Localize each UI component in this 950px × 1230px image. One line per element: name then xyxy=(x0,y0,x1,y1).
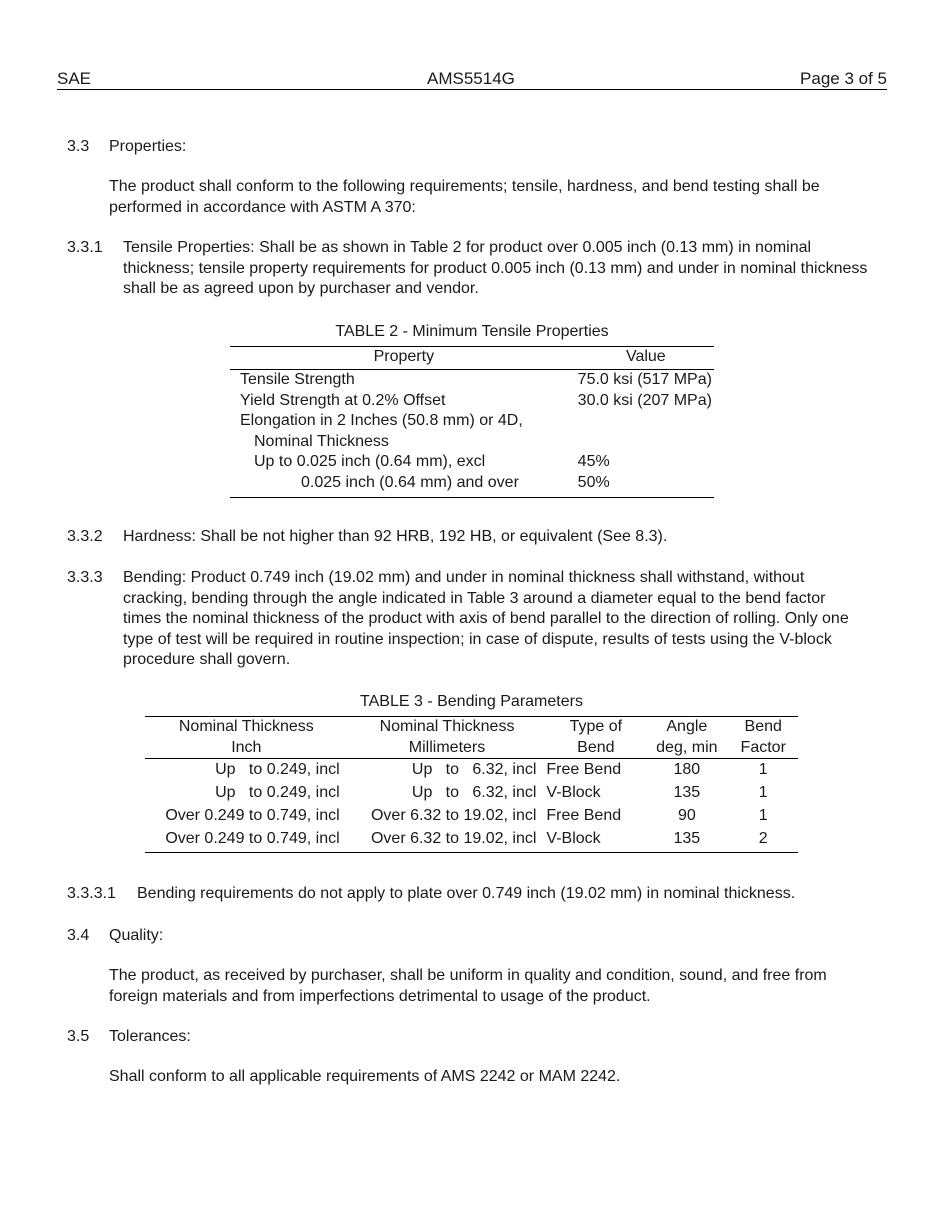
column-header-thickness-inch xyxy=(145,717,348,759)
header-line: Bend xyxy=(744,718,782,735)
section-number-3-5: 3.5 xyxy=(67,1028,90,1045)
header-line: Nominal Thickness xyxy=(178,718,314,735)
table-header-row xyxy=(230,347,714,370)
column-header-property: Property xyxy=(373,348,435,365)
header-page-number: Page 3 of 5 xyxy=(800,69,887,88)
section-number-3-3-3-1: 3.3.3.1 xyxy=(67,885,116,902)
section-number-3-3-1: 3.3.1 xyxy=(67,239,103,256)
column-header-thickness-mm xyxy=(348,717,547,759)
header-line: Factor xyxy=(740,738,786,756)
thickness-mm-cell: Up to 6.32, incl xyxy=(411,784,537,801)
header-line: deg, min xyxy=(656,738,718,756)
value-cell xyxy=(578,411,714,432)
table-row xyxy=(145,759,798,784)
section-3-3-3-body: Bending: Product 0.749 inch (19.02 mm) and under in nominal thickness shall withstand, without cracking, bending through the angle indicated in Table 3 around a diameter equal to the bend factor times the nominal thickness of the product with axis of bend parallel to the direction of rolling. Only one type of test will be required in routine inspection; in case of dispute, results of tests using the V-block procedure shall govern. xyxy=(123,569,849,668)
section-number-3-4: 3.4 xyxy=(67,927,90,944)
value-cell: 75.0 ksi (517 MPa) xyxy=(577,371,712,388)
column-header-angle xyxy=(645,717,728,759)
section-3-3-body: The product shall conform to the following requirements; tensile, hardness, and bend testing shall be performed in accordance with ASTM A 370: xyxy=(109,178,820,216)
section-3-3-2-body: Hardness: Shall be not higher than 92 HRB, 192 HB, or equivalent (See 8.3). xyxy=(123,528,668,545)
value-cell: 30.0 ksi (207 MPa) xyxy=(577,391,712,409)
page-header xyxy=(57,69,887,90)
bend-factor-cell: 2 xyxy=(758,830,768,847)
bend-type-cell: V-Block xyxy=(546,830,601,847)
table-3-caption: TABLE 3 - Bending Parameters xyxy=(360,693,583,710)
angle-cell: 135 xyxy=(673,784,701,801)
value-cell: 45% xyxy=(577,453,610,470)
table-row xyxy=(145,806,798,829)
angle-cell: 135 xyxy=(673,830,701,847)
property-cell: Nominal Thickness xyxy=(254,432,389,450)
table-2-caption: TABLE 2 - Minimum Tensile Properties xyxy=(335,323,609,340)
header-line: Angle xyxy=(666,718,708,735)
column-header-bend-type xyxy=(546,717,645,759)
bend-type-cell: Free Bend xyxy=(546,761,622,778)
table-3-bending-parameters xyxy=(145,716,798,853)
thickness-inch-cell: Up to 0.249, incl xyxy=(215,784,340,801)
table-row xyxy=(230,391,714,412)
bend-factor-cell: 1 xyxy=(758,761,768,778)
table-2-tensile-properties xyxy=(230,346,714,498)
bend-type-cell: Free Bend xyxy=(546,807,622,824)
section-title-properties: Properties: xyxy=(109,138,187,155)
value-cell: 50% xyxy=(577,473,610,491)
column-header-bend-factor xyxy=(728,717,798,759)
thickness-mm-cell: Over 6.32 to 19.02, incl xyxy=(370,807,537,824)
header-line: Type of xyxy=(569,718,623,735)
section-title-quality: Quality: xyxy=(109,927,164,944)
table-row xyxy=(230,370,714,391)
angle-cell: 90 xyxy=(677,807,696,824)
value-cell xyxy=(578,432,714,453)
section-3-5-body: Shall conform to all applicable requirements of AMS 2242 or MAM 2242. xyxy=(109,1068,621,1085)
section-3-4-body: The product, as received by purchaser, shall be uniform in quality and condition, sound, and free from foreign materials and from imperfections detrimental to usage of the product. xyxy=(109,967,827,1005)
header-line: Inch xyxy=(231,738,262,756)
bend-type-cell: V-Block xyxy=(546,784,601,801)
thickness-mm-cell: Up to 6.32, incl xyxy=(411,761,537,778)
section-number-3-3-3: 3.3.3 xyxy=(67,569,103,586)
table-row xyxy=(145,783,798,806)
section-3-3-3-1-body: Bending requirements do not apply to plate over 0.749 inch (19.02 mm) in nominal thickness. xyxy=(137,885,796,902)
table-header-row xyxy=(145,717,798,759)
thickness-inch-cell: Up to 0.249, incl xyxy=(215,761,340,778)
table-row xyxy=(145,829,798,853)
section-3-3-1-body: Tensile Properties: Shall be as shown in Table 2 for product over 0.005 inch (0.13 mm) in nominal thickness; tensile property requirements for product 0.005 inch (0.13 mm) and under in nominal thickness shall be as agreed upon by purchaser and vendor. xyxy=(123,239,868,297)
table-row xyxy=(230,432,714,453)
header-line: Millimeters xyxy=(408,738,486,756)
header-doc-number: AMS5514G xyxy=(427,69,515,88)
header-org: SAE xyxy=(57,69,92,88)
thickness-mm-cell: Over 6.32 to 19.02, incl xyxy=(370,830,537,847)
section-number-3-3: 3.3 xyxy=(67,138,90,155)
thickness-inch-cell: Over 0.249 to 0.749, incl xyxy=(165,807,340,824)
table-row xyxy=(230,452,714,473)
table-row xyxy=(230,411,714,432)
property-cell: Yield Strength at 0.2% Offset xyxy=(240,391,446,409)
property-cell: Elongation in 2 Inches (50.8 mm) or 4D, xyxy=(240,412,523,429)
header-line: Bend xyxy=(577,738,615,756)
section-title-tolerances: Tolerances: xyxy=(109,1028,191,1045)
thickness-inch-cell: Over 0.249 to 0.749, incl xyxy=(165,830,340,847)
column-header-value: Value xyxy=(625,348,666,365)
bend-factor-cell: 1 xyxy=(758,807,768,824)
angle-cell: 180 xyxy=(673,761,701,778)
header-line: Nominal Thickness xyxy=(379,718,515,735)
bend-factor-cell: 1 xyxy=(758,784,768,801)
property-cell: Tensile Strength xyxy=(240,371,355,388)
section-number-3-3-2: 3.3.2 xyxy=(67,528,103,545)
property-cell: Up to 0.025 inch (0.64 mm), excl xyxy=(254,453,486,470)
table-row xyxy=(230,473,714,498)
property-cell: 0.025 inch (0.64 mm) and over xyxy=(301,473,519,491)
